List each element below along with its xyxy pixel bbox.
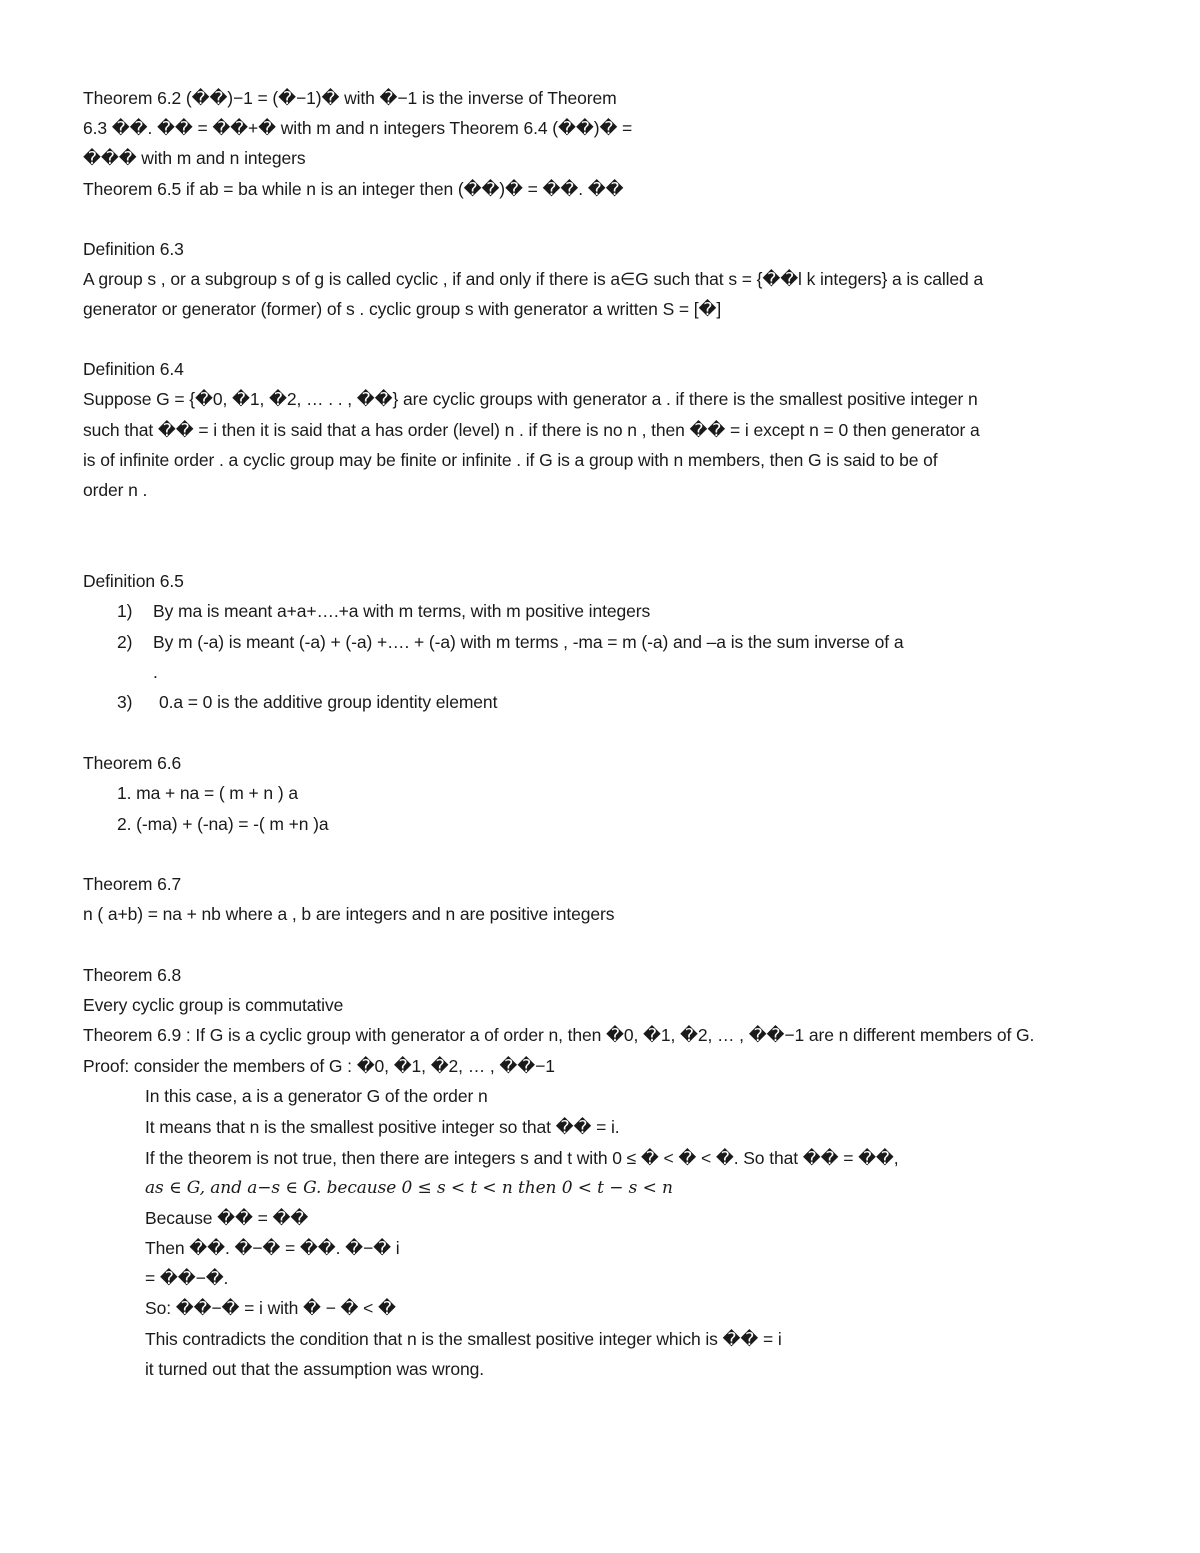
proof-line: Because �� = ��: [145, 1208, 309, 1228]
proof-line: Then ��. �−� = ��. �−� i: [145, 1238, 400, 1258]
proof-line: it turned out that the assumption was wrong.: [145, 1359, 484, 1379]
theorem-6-7-heading: Theorem 6.7: [83, 874, 182, 894]
theorem-6-6-heading: Theorem 6.6: [83, 753, 182, 773]
theorem-6-7-text: n ( a+b) = na + nb where a , b are integers and n are positive integers: [83, 904, 615, 924]
theorem-6-8-text: Every cyclic group is commutative: [83, 995, 344, 1015]
proof-line: = ��−�.: [145, 1268, 229, 1288]
definition-6-4-heading: Definition 6.4: [83, 359, 184, 379]
theorem-6-4-continuation: ��� with m and n integers: [83, 148, 306, 168]
theorem-6-8-heading: Theorem 6.8: [83, 965, 182, 985]
theorem-6-6-item: 2. (-ma) + (-na) = -( m +n )a: [117, 814, 329, 834]
theorem-6-9-text: Theorem 6.9 : If G is a cyclic group with generator a of order n, then �0, �1, �2, … , ��−1 are n different members of G.: [83, 1025, 1035, 1045]
list-item-continuation: .: [153, 662, 158, 682]
proof-line: In this case, a is a generator G of the order n: [145, 1086, 488, 1106]
list-number: 2): [117, 632, 133, 652]
list-item: By m (-a) is meant (-a) + (-a) +…. + (-a) with m terms , -ma = m (-a) and –a is the sum inverse of a: [153, 632, 904, 652]
theorem-6-2-line: Theorem 6.2 (��)−1 = (�−1)� with �−1 is the inverse of Theorem: [83, 88, 617, 108]
proof-math-line: as ∈ G, and a−s ∈ G. because 0 ≤ s < t < n then 0 < t − s < n: [145, 1178, 673, 1198]
definition-6-4-text-3: is of infinite order . a cyclic group may be finite or infinite . if G is a group with n members, then G is said to be of: [83, 450, 938, 470]
proof-line: It means that n is the smallest positive integer so that �� = i.: [145, 1117, 620, 1137]
definition-6-4-text-4: order n .: [83, 480, 148, 500]
theorem-6-5-line: Theorem 6.5 if ab = ba while n is an integer then (��)� = ��. ��: [83, 179, 624, 199]
definition-6-5-heading: Definition 6.5: [83, 571, 184, 591]
theorem-6-3-line: 6.3 ��. �� = ��+� with m and n integers Theorem 6.4 (��)� =: [83, 118, 633, 138]
proof-line: If the theorem is not true, then there are integers s and t with 0 ≤ � < � < �. So that �� = ��,: [145, 1148, 899, 1168]
definition-6-3-text-1: A group s , or a subgroup s of g is called cyclic , if and only if there is a∈G such that s = {��l k integers} a is called a: [83, 269, 984, 289]
list-number: 1): [117, 601, 133, 621]
proof-line: This contradicts the condition that n is the smallest positive integer which is �� = i: [145, 1329, 782, 1349]
list-item: By ma is meant a+a+….+a with m terms, with m positive integers: [153, 601, 651, 621]
definition-6-3-heading: Definition 6.3: [83, 239, 184, 259]
proof-line: So: ��−� = i with � − � < �: [145, 1298, 396, 1318]
theorem-6-6-item: 1. ma + na = ( m + n ) a: [117, 783, 298, 803]
list-item: 0.a = 0 is the additive group identity element: [159, 692, 498, 712]
proof-line: Proof: consider the members of G : �0, �1, �2, … , ��−1: [83, 1056, 555, 1076]
definition-6-4-text-2: such that �� = i then it is said that a has order (level) n . if there is no n , then �� = i except n = 0 then generator a: [83, 420, 980, 440]
list-number: 3): [117, 692, 133, 712]
definition-6-3-text-2: generator or generator (former) of s . cyclic group s with generator a written S = [�]: [83, 299, 722, 319]
definition-6-4-text-1: Suppose G = {�0, �1, �2, … . . , ��} are cyclic groups with generator a . if there is the smallest positive integer n: [83, 389, 978, 409]
